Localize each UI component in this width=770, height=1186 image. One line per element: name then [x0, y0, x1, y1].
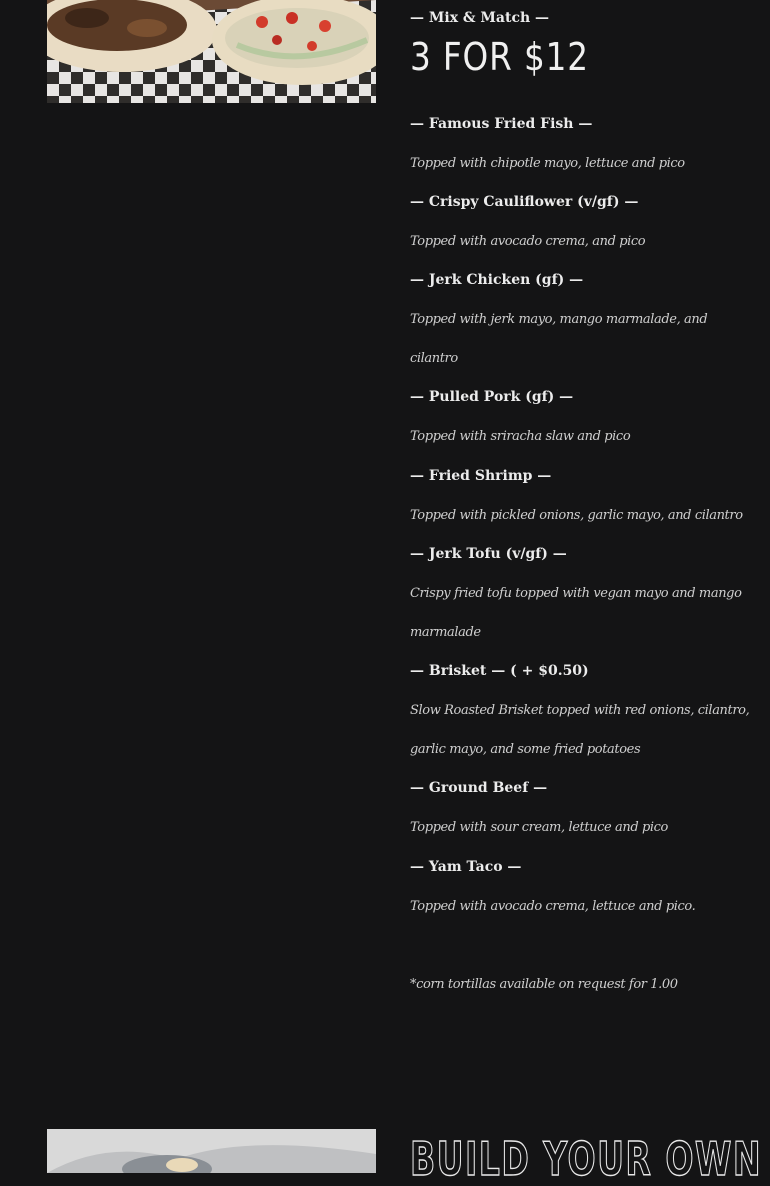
menu-item-jerk-chicken: — Jerk Chicken (gf) — [410, 272, 584, 288]
taco-photo-illustration [47, 0, 376, 103]
menu-item-description: Crispy fried tofu topped with vegan mayo and mango [410, 586, 742, 601]
taco-photo-bottom [47, 1129, 376, 1173]
menu-item-fried-shrimp: — Fried Shrimp — [410, 468, 552, 484]
footnote: *corn tortillas available on request for 1.00 [410, 977, 678, 992]
menu-item-description: Topped with chipotle mayo, lettuce and pico [410, 156, 685, 171]
menu-item-description: Topped with sriracha slaw and pico [410, 429, 631, 444]
build-photo-illustration [47, 1129, 376, 1173]
menu-item-description: Topped with avocado crema, lettuce and pico. [410, 899, 696, 914]
section-eyebrow: — Mix & Match — [410, 10, 550, 26]
menu-item-jerk-tofu: — Jerk Tofu (v/gf) — [410, 546, 567, 562]
menu-item-description-cont: cilantro [410, 351, 458, 366]
menu-item-description-cont: garlic mayo, and some fried potatoes [410, 742, 641, 757]
menu-item-ground-beef: — Ground Beef — [410, 780, 548, 796]
menu-item-description-cont: marmalade [410, 625, 481, 640]
menu-item-description: Slow Roasted Brisket topped with red onions, cilantro, [410, 703, 750, 718]
section-title: 3 FOR $12 [410, 35, 589, 79]
menu-item-cauliflower: — Crispy Cauliflower (v/gf) — [410, 194, 639, 210]
menu-item-brisket: — Brisket — ( + $0.50) [410, 663, 589, 679]
menu-item-fried-fish: — Famous Fried Fish — [410, 116, 593, 132]
menu-item-description: Topped with avocado crema, and pico [410, 234, 646, 249]
menu-item-description: Topped with jerk mayo, mango marmalade, and [410, 312, 708, 327]
menu-item-description: Topped with sour cream, lettuce and pico [410, 820, 668, 835]
menu-item-description: Topped with pickled onions, garlic mayo, and cilantro [410, 508, 743, 523]
menu-item-pulled-pork: — Pulled Pork (gf) — [410, 389, 574, 405]
build-your-own-heading: BUILD YOUR OWN [410, 1132, 763, 1186]
taco-photo-top [47, 0, 376, 103]
menu-item-yam-taco: — Yam Taco — [410, 859, 522, 875]
